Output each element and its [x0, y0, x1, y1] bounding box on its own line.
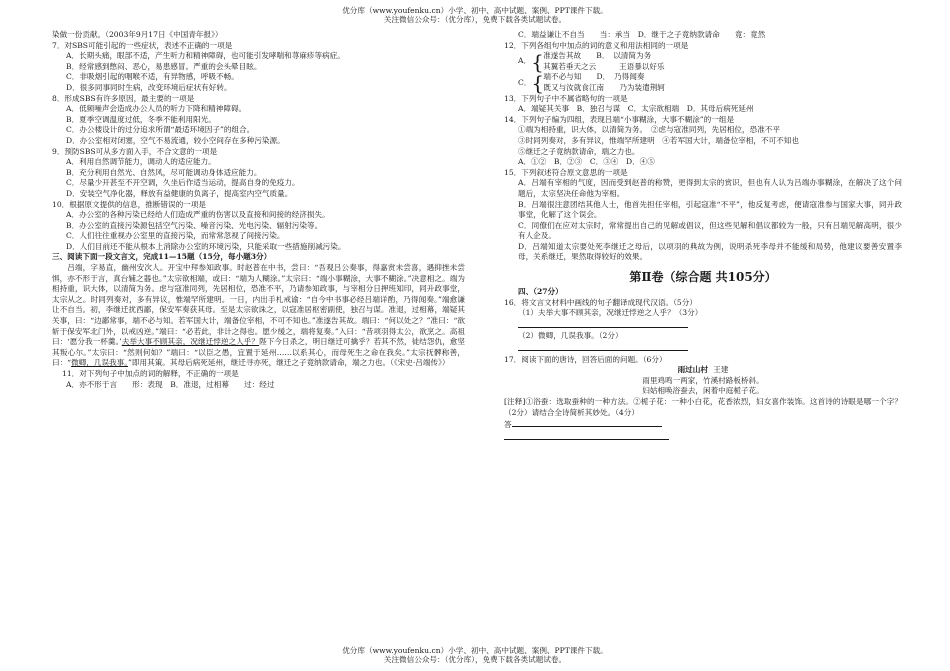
q14-line-1: ①端为相持重，识大体，以清简为务。 ②虑与寇准同列，先居相位，恐准不平	[518, 125, 780, 135]
q12-a-line-2: 其翼若垂天之云 王语暴以好乐	[543, 61, 665, 71]
brace-icon: {	[531, 70, 545, 95]
right-column	[504, 30, 902, 443]
q11-options-ab: A．亦不形于言 形：表现 B．准退，过相幕 过：经过	[66, 379, 275, 389]
poem-heading	[504, 365, 902, 376]
q15-option-c: C．同僚们在应对太宗时，常常提出自己的见解或倡议，但这些见解和倡议都较为一般，只有吕端见解高明，很少有人企及。	[518, 220, 902, 241]
q8-option-b: B．夏季空调温度过低，冬季不能利用阳光。	[66, 114, 216, 124]
q10-option-b: B．办公室的直接污染源包括空气污染、噪音污染、光电污染、辐射污染等。	[66, 220, 323, 230]
q8-stem: 8．形成SBS有许多原因，最主要的一项是	[52, 93, 195, 103]
header-line-2: 关注微信公众号：（优分库），免费下载各类试题试卷。	[383, 15, 567, 24]
q9-option-c: C．尽量少开甚至不开空调，久坐后作适当运动，提高自身的免疫力。	[66, 178, 300, 188]
q14-stem: 14．下列句子编为四组，表现吕端“小事糊涂，大事不糊涂”的一组是	[504, 114, 735, 124]
q15-stem: 15．下列叙述符合原文意思的一项是	[504, 167, 628, 177]
poem-line-2: 妇姑相唤浴蚕去，闲着中庭栀子花。	[642, 386, 764, 396]
q8-option-d: D．办公室相对闭塞，空气不易流通，较小空间存在多种污染源。	[66, 135, 285, 145]
q9-option-b: B．充分利用自然光、自然风，尽可能调动身体适应能力。	[66, 167, 262, 177]
q9-option-d: D．安装空气净化器，释放有益健康的负离子，提高室内空气质量。	[66, 188, 293, 198]
q17-answer-line-2[interactable]	[504, 431, 902, 444]
passage-part-2: 陛下今日杀之，明日继迁可擒乎？若其不然，徒结怨仇，愈坚其叛心尔。”太宗曰：“然则何如？”端曰：“以臣之愚，宜置于延州……以系其心，而母死生之命在我矣。”太宗抚髀称善，曰：“	[52, 337, 465, 368]
section-2-title: 第Ⅱ卷（综合题 共105分）	[629, 270, 777, 285]
q12-c-line-1: 端不必与知 D． 乃得闻奏	[543, 72, 645, 82]
q11-stem: 11．对下列句子中加点的词的解释，不正确的一项是	[62, 369, 239, 378]
header-line-1: 优分库（www.youfenku.cn）小学、初中、高中试题、案例、PPT课件下载。	[342, 6, 608, 15]
page-header	[0, 6, 950, 24]
q15-option-b: B．吕端很注意团结其他人士，他首先担任宰相，引起寇准“不平”，他反复考虑，便请寇准参与国家大事，同升政事堂，化解了这个误会。	[518, 199, 902, 220]
poem-line-1: 雨里鸡鸣一两家，竹溪村路板桥斜。	[642, 375, 764, 385]
q9-option-a: A．利用自然调节能力，调动人的适应能力。	[66, 157, 216, 167]
q14-line-2: ③时同列奏对，多有异议，惟端罕所建明 ④若军国大计，端备位宰相，不可不知也	[518, 135, 799, 145]
passage-underlined-1: 夫举大事不顾其亲，况继迁悖逆之人乎？	[121, 337, 260, 347]
q7-option-d: D．很多同事同时生病，改变环境后症状有好转。	[66, 82, 232, 92]
q7-stem: 7．对SBS可能引起的一些症状，表述不正确的一项是	[52, 40, 233, 50]
poem-author: 王建	[713, 365, 729, 375]
q7-option-c: C．非吸烟引起的咽喉不适，有异物感，呼吸不畅。	[66, 72, 239, 82]
q16-stem: 16．将文言文材料中画线的句子翻译成现代汉语。（5分）	[504, 297, 697, 307]
q10-option-c: C．人们往往重视办公室里的直接污染，而常常忽视了间接污染。	[66, 231, 285, 241]
q16-sentence-1: （1）夫举大事不顾其亲，况继迁悖逆之人乎？（3分）	[518, 308, 703, 318]
q12-a-line-1: 准遂告其故 B． 以清简为务	[543, 51, 652, 61]
q12-label-c: C．	[518, 77, 532, 87]
q10-option-d: D．人们目前还不能从根本上消除办公室的环境污染，只能采取一些措施削减污染。	[66, 241, 346, 251]
q12-c-line-2: 既又与汝就食江南 乃为装遣荆轲	[543, 82, 665, 92]
q17-answer-area[interactable]	[504, 418, 902, 431]
q12-stem: 12．下列各组句中加点的词的意义和用法相同的一项是	[504, 40, 689, 50]
q13-stem: 13．下列句子中不属省略句的一项是	[504, 93, 628, 103]
intro-text: 染做一份贡献。（2003年9月17日《中国青年报》）	[52, 30, 223, 39]
poem-title: 雨过山村	[677, 365, 708, 375]
passage-part-1: 吕端，字易直，幽州安次人。开宝中拜参知政事。时赵普在中书，尝曰：“吾观吕公奏事，得嘉赏未尝喜，遇抑挫未尝惧，亦不形于言，真台辅之器也。”太宗欲相端，或曰：“端为人糊涂。”太宗曰：“端小事糊涂，大事不糊涂。”决意相之。端为相持重，识大体，以清简为务。虑与寇准同列，先居相位，恐准不平，乃请参知政事，与宰相分日押班知印，同升政事堂，太宗从之。时同列奏对，多有异议，惟端罕所建明。一日，内出手札戒谕：“自今中书事必经吕端详酌，乃得闻奏。”端愈谦让不自当。初，李继迁扰西鄙，保安军奏获其母。至是太宗欲诛之，以寇准居枢密副使，独召与谋。准退，过相幕，端疑其关事，曰：“边鄙常事，端不必与知。若军国大计，端备位宰相，不可不知也。”准遂告其故。端曰：“何以处之？”准曰：“欲斩于保安军北门外，以戒凶逆。”端曰：“必若此，非计之得也。愿少缓之，端将复奏。”入曰：“昔项羽得太公，欲烹之。高祖曰：‘愿分我一杯羹。’	[52, 263, 465, 347]
q7-option-a: A．长期头痛，眼部不适，产生听力和精神障碍，也可能引发哮喘和荨麻疹等病症。	[66, 51, 345, 61]
q9-stem: 9．预防SBS可从多方面入手，不合文意的一项是	[52, 146, 218, 156]
footer-line-1: 优分库（www.youfenku.cn）小学、初中、高中试题、案例、PPT课件下载。	[342, 646, 608, 655]
footer-line-2: 关注微信公众号：（优分库），免费下载各类试题试卷。	[383, 655, 567, 664]
q7-option-b: B．经常感到憋闷、恶心，易患感冒。严重的会头晕目眩。	[66, 61, 262, 71]
q16-answer-line-2[interactable]	[504, 342, 902, 355]
q15-option-a: A．吕端有宰相的气度，因而受到赵普的称赞，更得到太宗的赏识，但也有人认为吕端办事糊涂，在解决了这个问题后，太宗坚决任命他为宰相。	[518, 178, 902, 198]
q15-option-d: D．吕端知道太宗要处死李继迁之母后，以项羽的典故为例，说明杀死李母并不能缓和局势，他建议要善安置李母，关系继迁，果然取得较好的效果。	[518, 241, 902, 262]
poem-note: [注释]①浴蚕：选取蚕种的一种方法。②栀子花：一种小白花，花香浓烈，妇女喜作装饰。这首诗的诗眼是哪一个字？（2分）请结合全诗简析其妙处。（4分）	[504, 397, 902, 417]
q14-options: A．①② B．②③ C．③④ D．④⑤	[518, 157, 655, 167]
classical-passage	[52, 263, 465, 369]
q13-options: A．端疑其关事 B．独召与谋 C．太宗欲相端 D．其母后病死延州	[518, 104, 754, 114]
page-footer	[0, 646, 950, 664]
q16-answer-line-1[interactable]	[504, 319, 902, 332]
q10-option-a: A．办公室的各种污染已经给人们造成严重的伤害以及直接和间接的经济损失。	[66, 210, 330, 220]
q11-options-cd: C．端益谦让不自当 当：承当 D．继于之子竟纳款请命 竟：竟然	[518, 30, 766, 39]
q16-sentence-2: （2）微卿，几误我事。（2分）	[518, 331, 623, 341]
q10-stem: 10．根据原文提供的信息，推断错误的一项是	[52, 199, 206, 209]
q12-label-a: A．	[518, 56, 532, 66]
brace-icon: {	[531, 49, 544, 74]
answer-label: 答	[504, 420, 512, 430]
q12-group-cd	[504, 72, 902, 93]
section-3-title: 三、阅读下面一段文言文，完成11—15题（15分，每小题3分）	[52, 252, 272, 262]
q17-stem: 17．阅读下面的唐诗，回答后面的问题。（6分）	[504, 354, 667, 364]
q12-group-ab	[504, 51, 902, 72]
passage-underlined-2: 微卿，几误我事。	[71, 358, 129, 368]
q8-option-c: C．办公楼设计的过分追求所谓“最适环境因子”的组合。	[66, 125, 255, 135]
left-column	[52, 30, 465, 390]
passage-part-3: ”即用其策。其母后病死延州，继迁寻亦死，继迁之子竟纳款请命，端之力也。（《宋史·吕端传》）	[128, 358, 450, 368]
q8-option-a: A．低频噪声会造成办公人员的听力下降和精神障碍。	[66, 104, 247, 114]
q14-line-3: ⑤继迁之子竟纳款请命，端之力也。	[518, 146, 640, 156]
section-4-title: 四、（27分）	[518, 287, 563, 297]
